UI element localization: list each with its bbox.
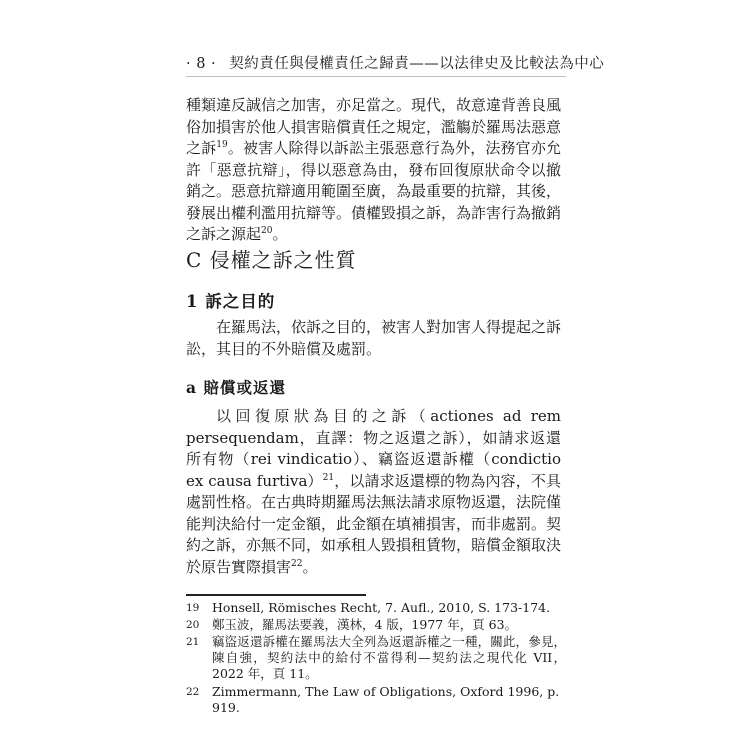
footnote-text: 鄭玉波，羅馬法要義，漢林，4 版，1977 年，頁 63。 xyxy=(212,617,518,632)
footnote-ref-20[interactable]: 20 xyxy=(261,226,273,236)
footnote-number: 22 xyxy=(186,686,200,698)
footnote-number: 21 xyxy=(186,636,200,648)
running-header xyxy=(186,52,706,73)
running-title: 契約責任與侵權責任之歸責——以法律史及比較法為中心 xyxy=(229,56,605,72)
paragraph-1-text-a: 種類違反誠信之加害，亦足當之。現代，故意違背善良風俗加損害於他人損害賠償責任之規定，濫觴於羅馬法惡意之訴 xyxy=(186,96,562,157)
footnote-20 xyxy=(186,617,566,633)
paragraph-3-text-b: ，以請求返還標的物為內容，不具處罰性格。在古典時期羅馬法無法請求原物返還，法院僅能判決給付一定金額，此金額在填補損害，而非處罰。契約之訴，亦無不同，如承租人毀損租賃物，賠償金額取決於原告實際損害 xyxy=(186,471,562,576)
footnote-19 xyxy=(186,600,566,616)
paragraph-3-text-c: 。 xyxy=(302,557,318,576)
paragraph-1-text-b: 。被害人除得以訴訟主張惡意行為外，法務官亦允許「惡意抗辯」，得以惡意為由，發布回復原狀命令以撤銷之。惡意抗辯適用範圍至廣，為最重要的抗辯，其後，發展出權利濫用抗辯等。債權毀損之訴，為詐害行為撤銷之訴之源起 xyxy=(186,139,562,243)
footnote-divider xyxy=(186,594,366,596)
footnote-ref-21[interactable]: 21 xyxy=(322,472,335,483)
footnote-21 xyxy=(186,634,566,682)
paragraph-2: 在羅馬法，依訴之目的，被害人對加害人得提起之訴訟，其目的不外賠償及處罰。 xyxy=(186,318,562,358)
paragraph-3-text-a: 以回復原狀為目的之訴（actiones ad rem persequendam，直譯：物之返還之訴），如請求返還所有物（rei vindicatio）、竊盜返還訴權（condictio ex causa furtiva） xyxy=(186,407,561,490)
paragraph-1 xyxy=(186,95,561,246)
footnotes xyxy=(186,600,566,716)
footnote-text: Honsell, Römisches Recht, 7. Aufl., 2010, S. 173-174. xyxy=(212,600,551,615)
footnote-ref-22[interactable]: 22 xyxy=(291,558,303,569)
section-heading-c: C 侵權之訴之性質 xyxy=(186,248,357,272)
section-heading-1: 1 訴之目的 xyxy=(186,292,276,311)
footnote-ref-19[interactable]: 19 xyxy=(216,140,228,150)
section-heading-a: a 賠償或返還 xyxy=(186,378,286,397)
page-number: · 8 · xyxy=(186,56,217,72)
footnote-22 xyxy=(186,684,566,716)
paragraph-3 xyxy=(186,406,561,578)
header-divider xyxy=(186,76,566,77)
paragraph-1-text-c: 。 xyxy=(272,225,288,243)
footnote-text: Zimmermann, The Law of Obligations, Oxford 1996, p. 919. xyxy=(212,684,560,715)
footnote-text: 竊盜返還訴權在羅馬法大全列為返還訴權之一種，關此，參見，陳自強，契約法中的給付不當得利—契約法之現代化 VII，2022 年，頁 11。 xyxy=(212,634,566,681)
footnote-number: 20 xyxy=(186,619,200,631)
footnote-number: 19 xyxy=(186,602,200,614)
